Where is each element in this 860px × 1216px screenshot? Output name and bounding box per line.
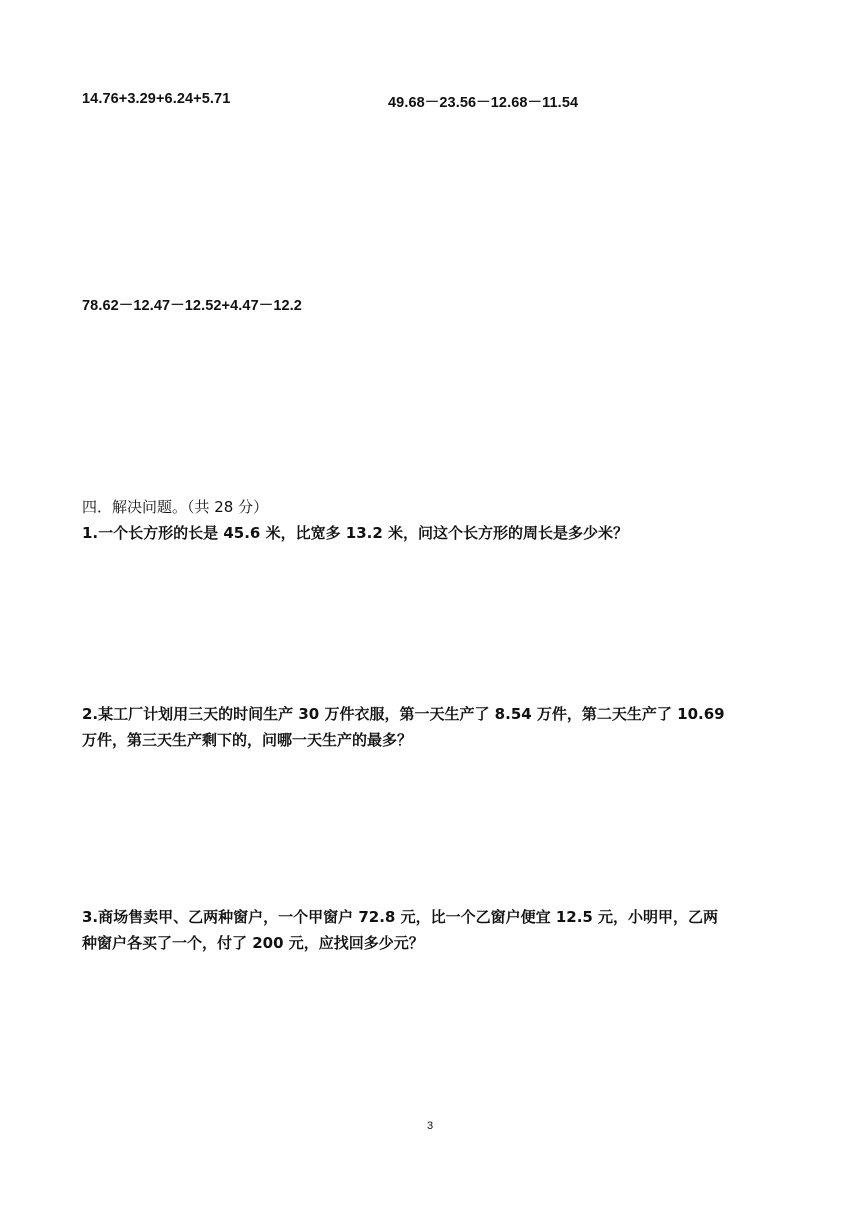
question-3-line-2: 种窗户各买了一个，付了 200 元，应找回多少元？ <box>82 934 424 952</box>
expression-2: 49.68－23.56－12.68－11.54 <box>388 95 579 111</box>
section-4-title: 四．解决问题。（共 28 分） <box>82 498 269 516</box>
question-1-line-1: 1.一个长方形的长是 45.6 米，比宽多 13.2 米，问这个长方形的周长是多少米？ <box>82 524 629 542</box>
question-3-line-1: 3.商场售卖甲、乙两种窗户，一个甲窗户 72.8 元，比一个乙窗户便宜 12.5 元，小明甲，乙两 <box>82 908 719 926</box>
expression-3: 78.62－12.47－12.52+4.47－12.2 <box>82 298 302 314</box>
page-number: 3 <box>426 1120 434 1132</box>
question-2-line-1: 2.某工厂计划用三天的时间生产 30 万件衣服，第一天生产了 8.54 万件，第二天生产了 10.69 <box>82 705 725 723</box>
question-2-line-2: 万件，第三天生产剩下的，问哪一天生产的最多？ <box>82 731 413 749</box>
expression-1: 14.76+3.29+6.24+5.71 <box>82 91 231 107</box>
